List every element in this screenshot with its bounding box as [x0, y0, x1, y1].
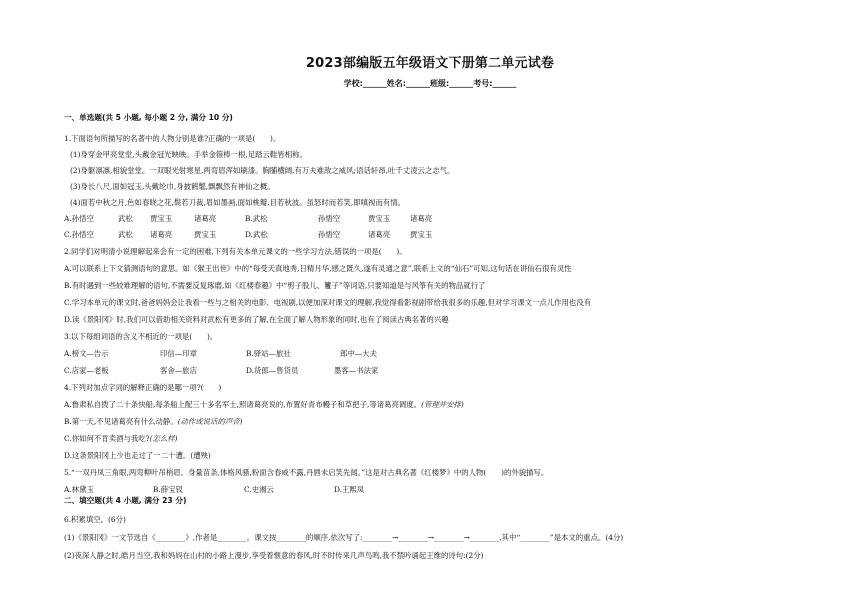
q3-option-d: D.货郎—售货员: [246, 366, 299, 375]
q6-line-2: (2)夜深人静之时,皓月当空,我和妈妈在山村的小路上漫步,享受着惬意的春风,时不时传来几声鸟鸣,我不禁吟诵起王维的诗句:(2分): [64, 551, 484, 560]
q1-a-3: 贾宝玉: [150, 214, 173, 223]
q3-option-c: C.店家—老板: [64, 366, 109, 375]
q2-stem: 2.同学们对明清小说理解起来会有一定的困难,下列有关本单元课文的一些学习方法,错误的一项是( )。: [64, 247, 407, 256]
q1-c-1: C.孙悟空: [64, 230, 94, 239]
q1-d-2: 孙悟空: [318, 230, 341, 239]
q1-d-1: D.武松: [245, 230, 268, 239]
q1-d-4: 贾宝玉: [410, 230, 433, 239]
q1-b-4: 诸葛亮: [410, 214, 433, 223]
q1-a-2: 武松: [118, 214, 133, 223]
q4-a-text: A.鲁肃私自拨了二十条快船,每条船上配三十多名军士,照诸葛亮说的,布置好青布幔子和草把子,等诸葛亮调度。: [64, 400, 422, 409]
q4-option-b: [64, 416, 243, 427]
q2-option-c: C.学习本单元的课文时,爸爸妈妈会让我看一些与之相关的电影、电视剧,以便加深对课文的理解,我觉得看影视剧带给我很多的乐趣,但对学习课文一点儿作用也没有: [64, 298, 592, 307]
q4-option-c: [64, 433, 178, 444]
exam-title: 2023部编版五年级语文下册第二单元试卷: [305, 56, 555, 71]
q6-line-1: (1)《景阳冈》一文节选自《________》,作者是________。课文按________的顺序,依次写了:________→________→________→________,其中“________”是本文的重点。(4分): [64, 533, 624, 542]
q1-b-1: B.武松: [245, 214, 268, 223]
q2-option-d: D.读《景阳冈》时,我们可以借助相关资料对武松有更多的了解,在全面了解人物形象的同时,也有了阅读古典名著的兴趣: [64, 315, 449, 324]
q1-c-3: 诸葛亮: [150, 230, 173, 239]
q2-option-b: B.有时遇到一些较难理解的语句,不需要反复琢磨,如《红楼春趣》中“剪子股儿、籰子”等词语,只要知道是与风筝有关的物品就行了: [64, 281, 486, 290]
q1-b-2: 孙悟空: [318, 214, 341, 223]
q4-b-text: B.第一天,不见诸葛亮有什么动静。: [64, 417, 178, 426]
q1-line-4: (4)面若中秋之月,色如春晓之花,鬓若刀裁,眉如墨画,面如桃瓣,目若秋波。虽怒时而若笑,即嗔视而有情。: [70, 198, 405, 207]
q4-a-note: (管理并安排): [421, 400, 464, 409]
q1-c-4: 贾宝玉: [194, 230, 217, 239]
q3-option-d-2: 墨客—书法家: [334, 366, 379, 375]
q4-b-note: (动作或说话的声音): [177, 417, 243, 426]
q1-a-4: 诸葛亮: [194, 214, 217, 223]
section-1-heading: 一、单选题(共 5 小题, 每小题 2 分, 满分 10 分): [64, 113, 233, 122]
q5-option-c: C.史湘云: [244, 485, 274, 494]
q2-option-a: A.可以联系上下文猜测语句的意思。如《猴王出世》中的“每受天真地秀,日精月华,感之既久,遂有灵通之意”,联系上文的“仙石”可知,这句话在讲仙石很有灵性: [64, 264, 572, 273]
q5-option-a: A.林黛玉: [64, 485, 94, 494]
q5-stem: 5.“一双丹凤三角眼,两弯柳叶吊梢眉。身量苗条,体格风骚,粉面含春威不露,丹唇未启笑先闻。”这是对古典名著《红楼梦》中的人物( )的外貌描写。: [64, 468, 549, 477]
q1-stem: 1.下面语句所描写的名著中的人物分别是谁?正确的一项是( )。: [64, 134, 281, 143]
q4-option-d: [64, 450, 211, 461]
q4-option-a: [64, 399, 464, 410]
q3-stem: 3.以下每组词语的含义不相近的一项是( )。: [64, 332, 218, 341]
q3-option-a-2: 印信—印章: [160, 349, 197, 358]
q4-d-note: (遭殃): [190, 451, 211, 460]
q4-c-text: C.你如何不肯卖酒与我吃?: [64, 434, 150, 443]
q1-b-3: 贾宝玉: [368, 214, 391, 223]
q1-d-3: 诸葛亮: [368, 230, 391, 239]
q1-line-3: (3)身长八尺,面如冠玉,头戴纶巾,身披鹤氅,飘飘然有神仙之概。: [70, 182, 275, 191]
q3-option-a: A.榜文—告示: [64, 349, 109, 358]
q5-option-b: B.薛宝钗: [153, 485, 183, 494]
q3-option-b: B.驿站—旅社: [246, 349, 291, 358]
q1-a-1: A.孙悟空: [64, 214, 94, 223]
q1-line-1: (1)身穿金甲亮堂堂,头戴金冠光映映。手举金箍棒一根,足踏云鞋皆相称。: [70, 150, 307, 159]
section-2-heading: 二、填空题(共 4 小题, 满分 23 分): [64, 496, 187, 505]
q3-option-b-2: 郎中—大夫: [340, 349, 377, 358]
q5-option-d: D.王熙凤: [334, 485, 365, 494]
q1-c-2: 武松: [118, 230, 133, 239]
q4-c-note: (怎么样): [149, 434, 178, 443]
q4-stem: 4.下列对加点字词的解释正确的是哪一项?( ): [64, 383, 222, 392]
q1-line-2: (2)身躯凛凛,相貌堂堂。一双眼光射寒星,两弯眉浑如刷漆。胸脯横阔,有万夫难敌之威风;语话轩昂,吐千丈凌云之志气。: [70, 166, 455, 175]
q3-option-c-2: 客舍—旅店: [160, 366, 197, 375]
student-info-line: 学校:______姓名:______班级:______考号:______: [343, 79, 517, 88]
q4-d-text: D.这条景阳冈上少也走过了一二十遭。: [64, 451, 191, 460]
q6-stem: 6.积累填空。(6分): [64, 515, 126, 524]
